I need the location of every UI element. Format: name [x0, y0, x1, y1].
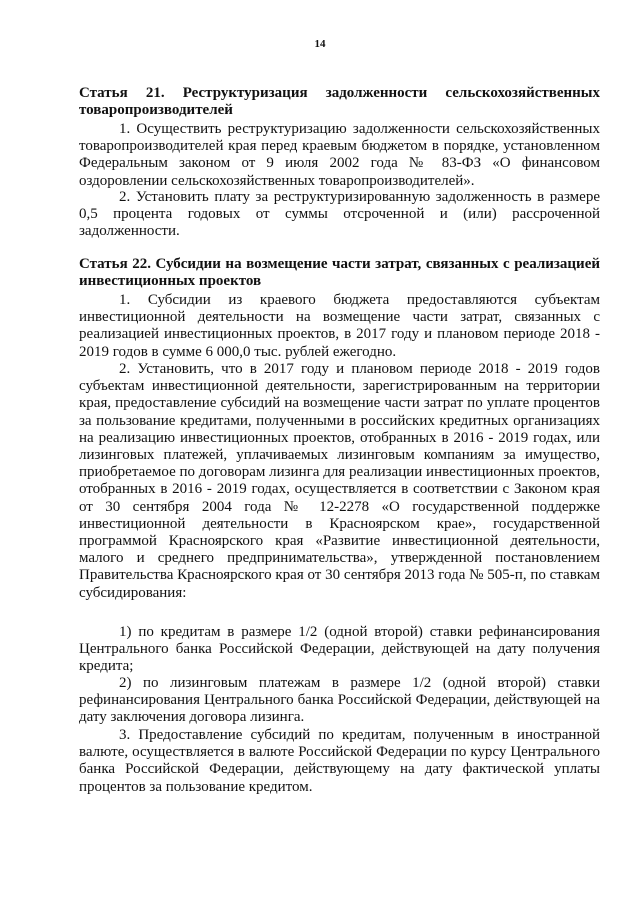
- article-22-paragraph-2: 2. Установить, что в 2017 году и плановом периоде 2018 - 2019 годов субъектам инвестиционной деятельности, зарегистрированным на территории края, предоставление субсидий на возмещение части затрат по уплате процентов за пользование кредитами, полученными в российских кредитных организациях на реализацию инвестиционных проектов, отобранных в 2016 - 2019 годах, или лизинговых платежей, уплачиваемых лизинговым компаниям за имущество, приобретаемое по договорам лизинга для реализации инвестиционных проектов, отобранных в 2016 - 2019 годах, осуществляется в соответствии с Законом края от 30 сентября 2004 года № 12-2278 «О государственной поддержке инвестиционной деятельности в Красноярском крае», государственной программой Красноярского края «Развитие инвестиционной деятельности, малого и среднего предпринимательства», утвержденной постановлением Правительства Красноярского края от 30 сентября 2013 года № 505-п, по ставкам субсидирования:: [79, 361, 600, 601]
- article-22-paragraph-1: 1. Субсидии из краевого бюджета предоставляются субъектам инвестиционной деятельности на возмещение части затрат, связанных с реализацией инвестиционных проектов, в 2017 году и плановом периоде 2018 - 2019 годов в сумме 6 000,0 тыс. рублей ежегодно.: [79, 292, 600, 360]
- article-22-subitem-1: 1) по кредитам в размере 1/2 (одной второй) ставки рефинансирования Центрального банка Российской Федерации, действующей на дату получения кредита;: [79, 624, 600, 675]
- article-22-paragraph-3: 3. Предоставление субсидий по кредитам, полученным в иностранной валюте, осуществляется в валюте Российской Федерации по курсу Центрального банка Российской Федерации, действующему на дату фактической уплаты процентов за пользование кредитом.: [79, 727, 600, 795]
- page-number: 14: [314, 38, 326, 50]
- article-22-title: Статья 22. Субсидии на возмещение части затрат, связанных с реализацией инвестиционных проектов: [79, 256, 600, 289]
- article-21-paragraph-1: 1. Осуществить реструктуризацию задолженности сельскохозяйственных товаропроизводителей края перед краевым бюджетом в порядке, установленном Федеральным законом от 9 июля 2002 года № 83-ФЗ «О финансовом оздоровлении сельскохозяйственных товаропроизводителей».: [79, 121, 600, 189]
- article-22-subitem-2: 2) по лизинговым платежам в размере 1/2 (одной второй) ставки рефинансирования Центрального банка Российской Федерации, действующей на дату заключения договора лизинга.: [79, 675, 600, 726]
- article-21-title: Статья 21. Реструктуризация задолженности сельскохозяйственных товаропроизводителей: [79, 85, 600, 118]
- article-21-paragraph-2: 2. Установить плату за реструктуризированную задолженность в размере 0,5 процента годовых от суммы отсроченной и (или) рассроченной задолженности.: [79, 189, 600, 240]
